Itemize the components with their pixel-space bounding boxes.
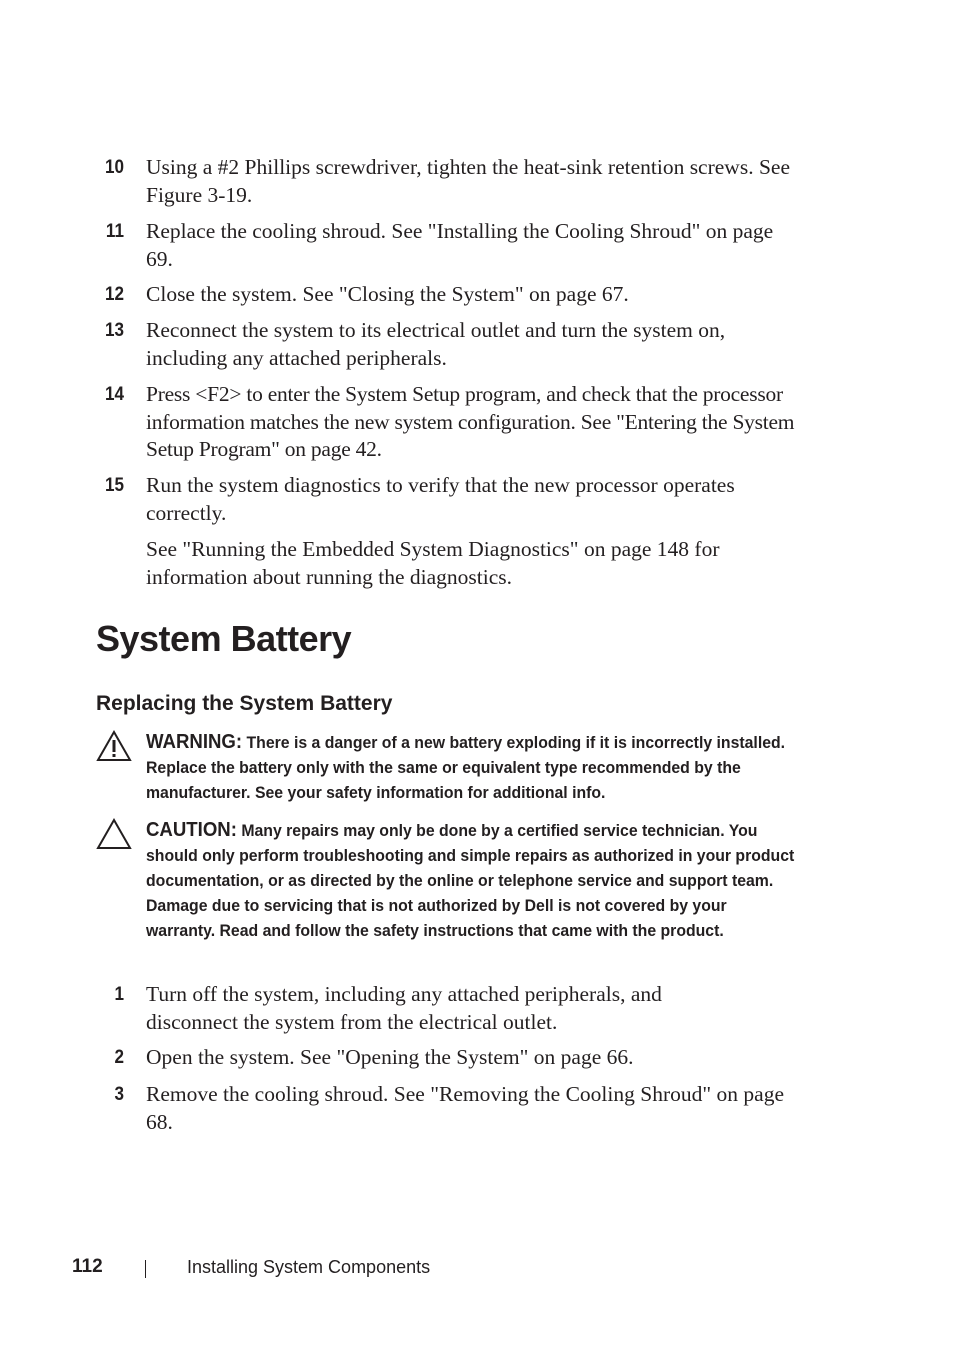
caution-icon: [96, 818, 132, 850]
step-number: 3: [114, 1084, 124, 1105]
step-text: Press <F2> to enter the System Setup program, and check that the processor information matches the new system configuration. See "Entering the System Setup Program" on page 42.: [146, 382, 795, 461]
step-number: 15: [104, 475, 124, 496]
step-number: 13: [104, 320, 124, 341]
step-text: Reconnect the system to its electrical outlet and turn the system on, including any attached peripherals.: [146, 318, 726, 370]
step-number: 10: [104, 157, 124, 178]
caution-text: Many repairs may only be done by a certified service technician. You should only perform troubleshooting and simple repairs as authorized in your product documentation, or as directed by the online or telephone service and support team. Damage due to servicing that is not authorized by Dell is not covered by your warranty. Read and follow the safety instructions that came with the product.: [146, 821, 795, 940]
warning-text: There is a danger of a new battery exploding if it is incorrectly installed. Replace the battery only with the same or equivalent type recommended by the manufacturer. See your safety information for additional info.: [146, 733, 786, 802]
page-number: 112: [72, 1256, 103, 1277]
step-number: 14: [104, 384, 124, 405]
section-title: System Battery: [96, 618, 352, 659]
step-number: 1: [114, 984, 124, 1005]
step-text: Close the system. See "Closing the System" on page 67.: [146, 282, 629, 306]
step-text: Replace the cooling shroud. See "Installing the Cooling Shroud" on page 69.: [146, 219, 774, 271]
step-text: Run the system diagnostics to verify that the new processor operates correctly.: [146, 473, 735, 525]
step-number: 2: [114, 1047, 124, 1068]
step-number: 12: [104, 284, 124, 305]
step-text: Turn off the system, including any attached peripherals, and disconnect the system from the electrical outlet.: [146, 982, 662, 1034]
subsection-title: Replacing the System Battery: [96, 692, 393, 715]
caution-label: CAUTION:: [146, 819, 237, 841]
footer-divider: [145, 1260, 146, 1278]
chapter-title: Installing System Components: [187, 1257, 431, 1277]
step-text: Open the system. See "Opening the System" on page 66.: [146, 1045, 634, 1069]
step-text: Using a #2 Phillips screwdriver, tighten the heat-sink retention screws. See Figure 3-19.: [146, 155, 790, 207]
step-number: 11: [105, 221, 124, 242]
step-15-note: See "Running the Embedded System Diagnostics" on page 148 for information about running the diagnostics.: [146, 537, 720, 589]
warning-icon: [96, 730, 132, 762]
step-text: Remove the cooling shroud. See "Removing the Cooling Shroud" on page 68.: [146, 1082, 784, 1134]
warning-label: WARNING:: [146, 731, 243, 753]
